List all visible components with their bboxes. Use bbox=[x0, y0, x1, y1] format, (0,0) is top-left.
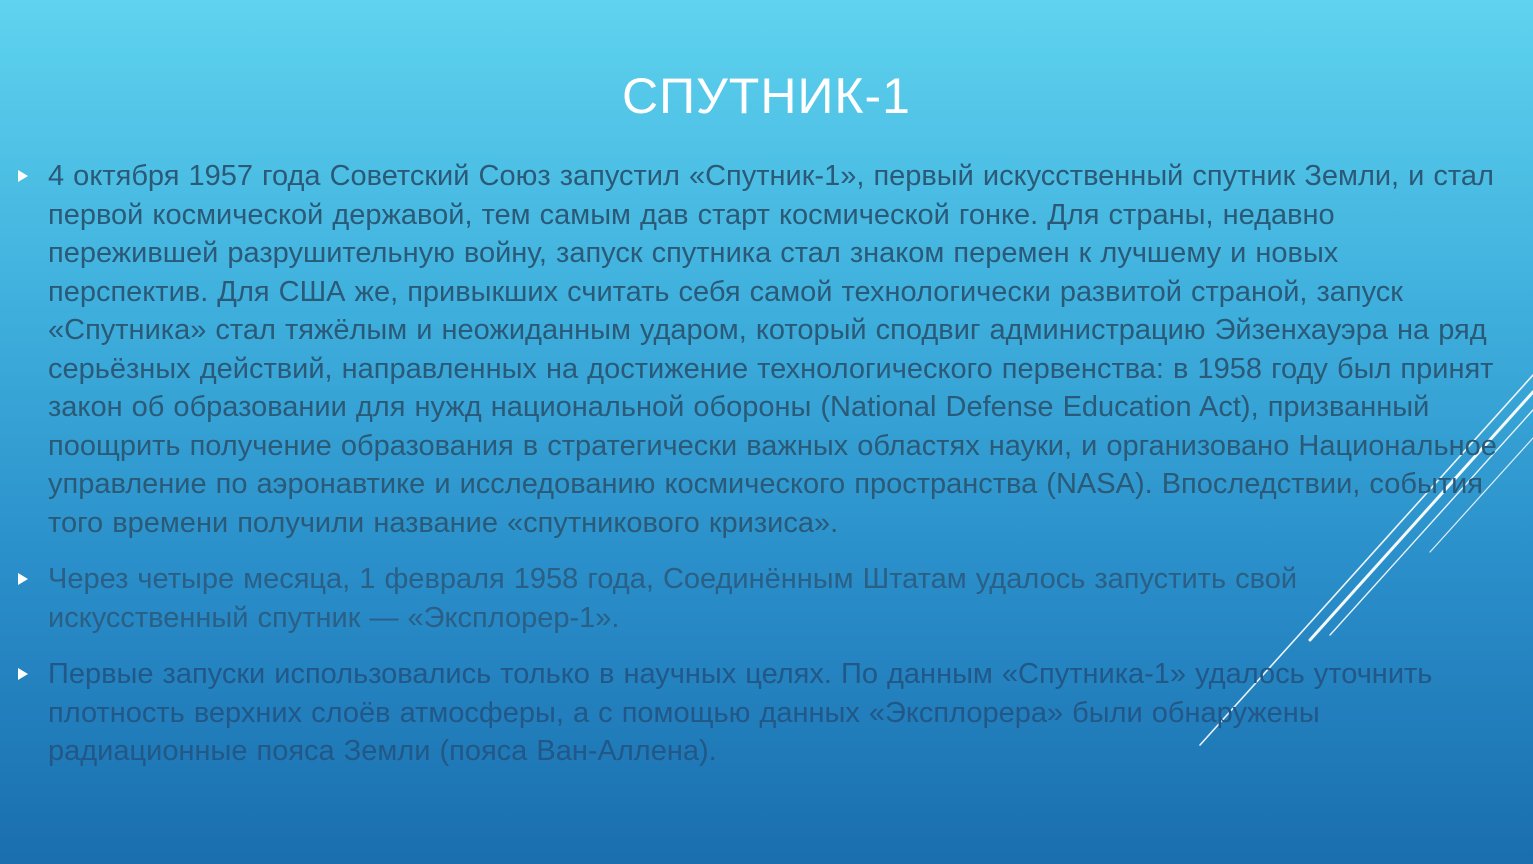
triangle-right-icon bbox=[18, 668, 28, 680]
list-item bbox=[16, 655, 1506, 771]
triangle-right-icon bbox=[18, 170, 28, 182]
bullet-text: 4 октября 1957 года Советский Союз запустил «Спутник-1», первый искусственный спутник Земли, и стал первой космической державой, тем самым дав старт космической гонке. Для страны, недавно пережившей разрушительную войну, запуск спутника стал знаком перемен к лучшему и новых перспектив. Для США же, привыкших считать себя самой технологически развитой страной, запуск «Спутника» стал тяжёлым и неожиданным ударом, который сподвиг администрацию Эйзенхауэра на ряд серьёзных действий, направленных на достижение технологического первенства: в 1958 году был принят закон об образовании для нужд национальной обороны (National Defense Education Act), призванный поощрить получение образования в стратегически важных областях науки, и организовано Национальное управление по аэронавтике и исследованию космического пространства (NASA). Впоследствии, события того времени получили название «спутникового кризиса». bbox=[48, 160, 1497, 539]
list-item bbox=[16, 157, 1506, 542]
bullet-text: Через четыре месяца, 1 февраля 1958 года, Соединённым Штатам удалось запустить свой искусственный спутник — «Эксплорер-1». bbox=[48, 563, 1298, 634]
list-item bbox=[16, 560, 1506, 637]
bullet-text: Первые запуски использовались только в научных целях. По данным «Спутника-1» удалось уточнить плотность верхних слоёв атмосферы, а с помощью данных «Эксплорера» были обнаружены радиационные пояса Земли (пояса Ван-Аллена). bbox=[48, 658, 1433, 767]
triangle-right-icon bbox=[18, 573, 28, 585]
slide-title: СПУТНИК-1 bbox=[622, 68, 911, 124]
bullet-list bbox=[16, 157, 1506, 789]
